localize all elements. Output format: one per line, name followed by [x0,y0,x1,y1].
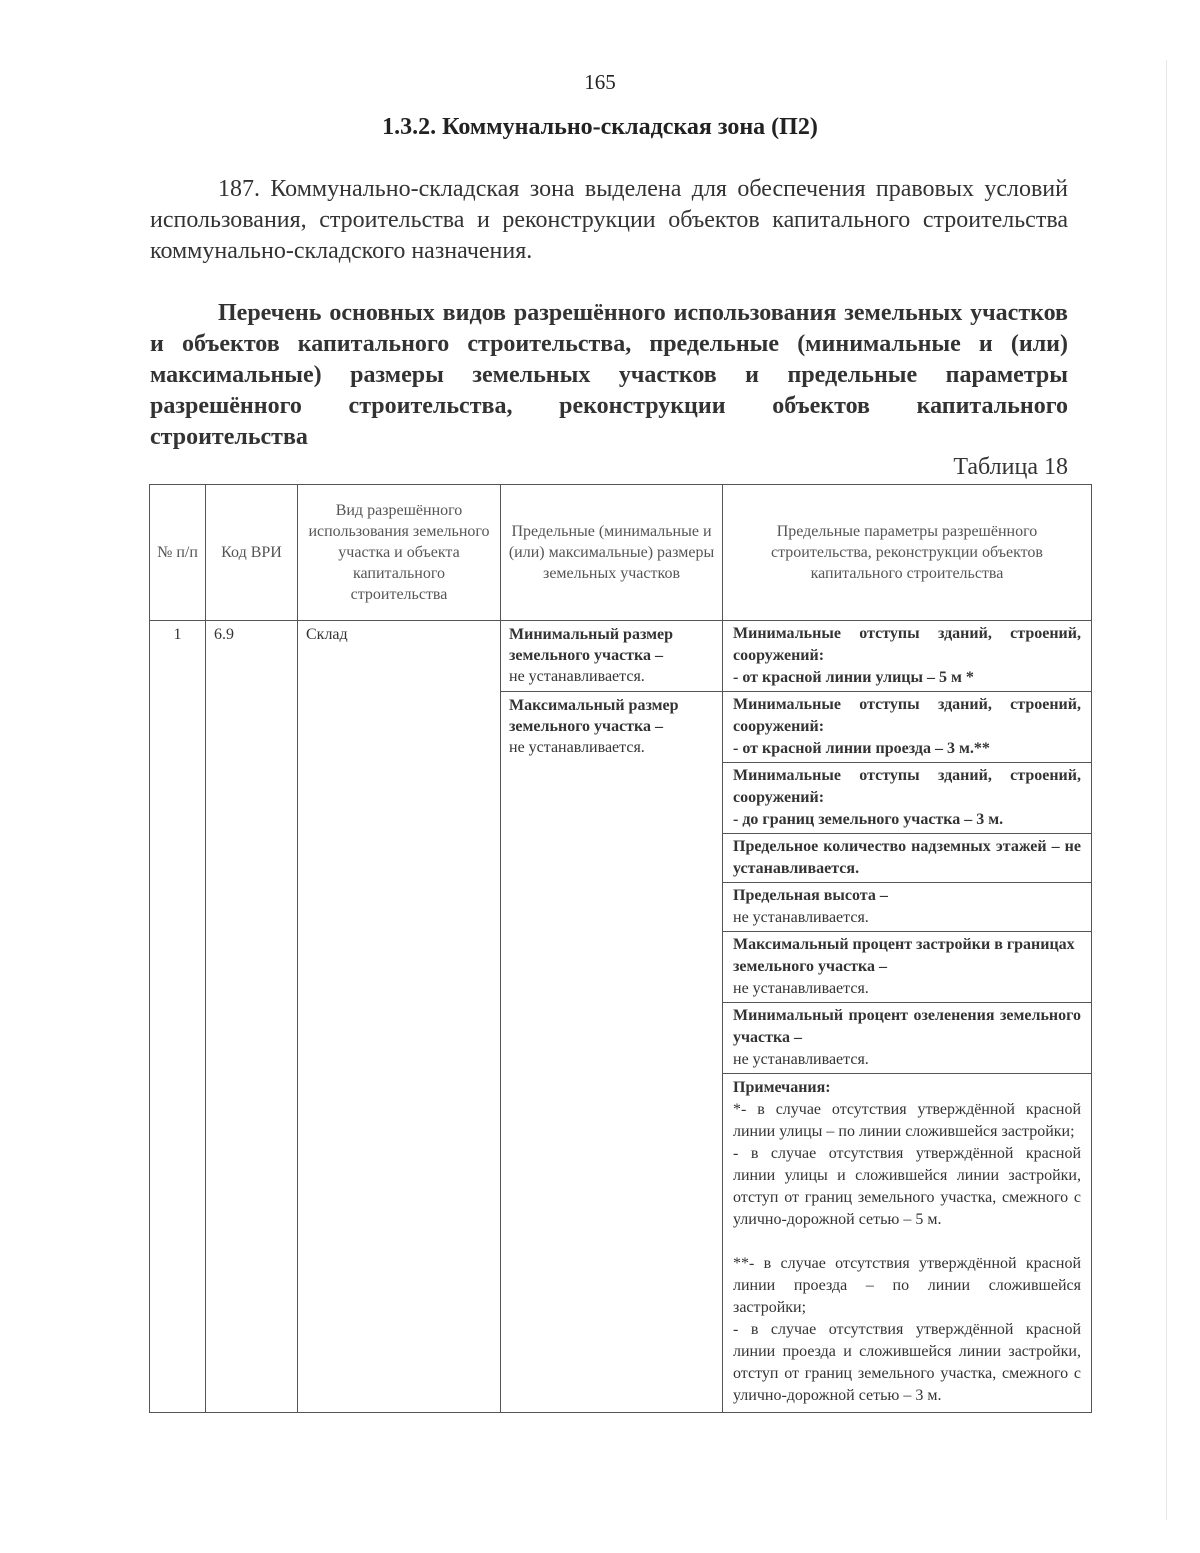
header-use-kind: Вид разрешённого использования земельного участка и объекта капитального строительства [298,485,501,621]
notes-cell [723,1074,1092,1413]
param-value: - от красной линии улицы – 5 м * [733,669,974,686]
param-cell [723,883,1092,932]
param-text: Минимальные отступы зданий, строений, сооружений: [733,696,1081,735]
header-number: № п/п [150,485,206,621]
param-cell [723,834,1092,883]
param-text: Предельная высота – [733,887,888,904]
param-text: Предельное количество надземных этажей – не устанавливается. [733,838,1081,877]
row-use-kind: Склад [298,621,501,1413]
permitted-use-table [149,484,1092,1413]
table-caption: Таблица 18 [953,454,1068,480]
min-size-cell [501,621,723,692]
param-cell [723,932,1092,1003]
note-text: - в случае отсутствия утверждённой красной линии проезда и сложившейся линии застройки, отступ от границ земельного участка, смежного с улично-дорожной сетью – 3 м. [733,1321,1081,1404]
param-value: - до границ земельного участка – 3 м. [733,811,1004,828]
param-text: Минимальные отступы зданий, строений, сооружений: [733,767,1081,806]
row-number: 1 [150,621,206,1413]
page-number: 165 [584,70,616,94]
table-header-row [150,485,1092,621]
section-title: 1.3.2. Коммунально-складская зона (П2) [382,114,818,140]
header-size-limits: Предельные (минимальные и (или) максимальные) размеры земельных участков [501,485,723,621]
param-cell [723,621,1092,692]
param-value: не устанавливается. [733,980,869,997]
note-text: *- в случае отсутствия утверждённой красной линии улицы – по линии сложившейся застройки; [733,1101,1081,1140]
intro-paragraph: 187. Коммунально-складская зона выделена для обеспечения правовых условий использования, строительства и реконструкции объектов капитального строительства коммунально-складского назначения. [150,176,1068,264]
note-spacer [733,1231,1081,1253]
min-size-value: не устанавливается. [509,668,645,685]
max-size-label: Максимальный размер земельного участка – [509,697,679,735]
table-row [150,621,1092,692]
param-value: не устанавливается. [733,1051,869,1068]
param-cell [723,763,1092,834]
max-size-value: не устанавливается. [509,739,645,756]
param-value: - от красной линии проезда – 3 м.** [733,740,990,757]
param-cell [723,692,1092,763]
page-edge-line [1166,60,1167,1520]
list-title: Перечень основных видов разрешённого использования земельных участков и объектов капитального строительства, предельные (минимальные и (или) максимальные) размеры земельных участков и предельные параметры разрешённого строительства, реконструкции объектов капитального строительства [150,300,1068,450]
header-build-params: Предельные параметры разрешённого строительства, реконструкции объектов капитального строительства [723,485,1092,621]
row-code: 6.9 [206,621,298,1413]
param-value: не устанавливается. [733,909,869,926]
note-text: - в случае отсутствия утверждённой красной линии улицы и сложившейся линии застройки, отступ от границ земельного участка, смежного с улично-дорожной сетью – 5 м. [733,1145,1081,1228]
min-size-label: Минимальный размер земельного участка – [509,626,674,664]
notes-title: Примечания: [733,1079,831,1096]
param-text: Максимальный процент застройки в границах земельного участка – [733,936,1075,975]
param-text: Минимальный процент озеленения земельного участка – [733,1007,1081,1046]
max-size-cell [501,692,723,1413]
note-text: **- в случае отсутствия утверждённой красной линии проезда – по линии сложившейся застройки; [733,1255,1081,1316]
param-cell [723,1003,1092,1074]
param-text: Минимальные отступы зданий, строений, сооружений: [733,625,1081,664]
header-code: Код ВРИ [206,485,298,621]
